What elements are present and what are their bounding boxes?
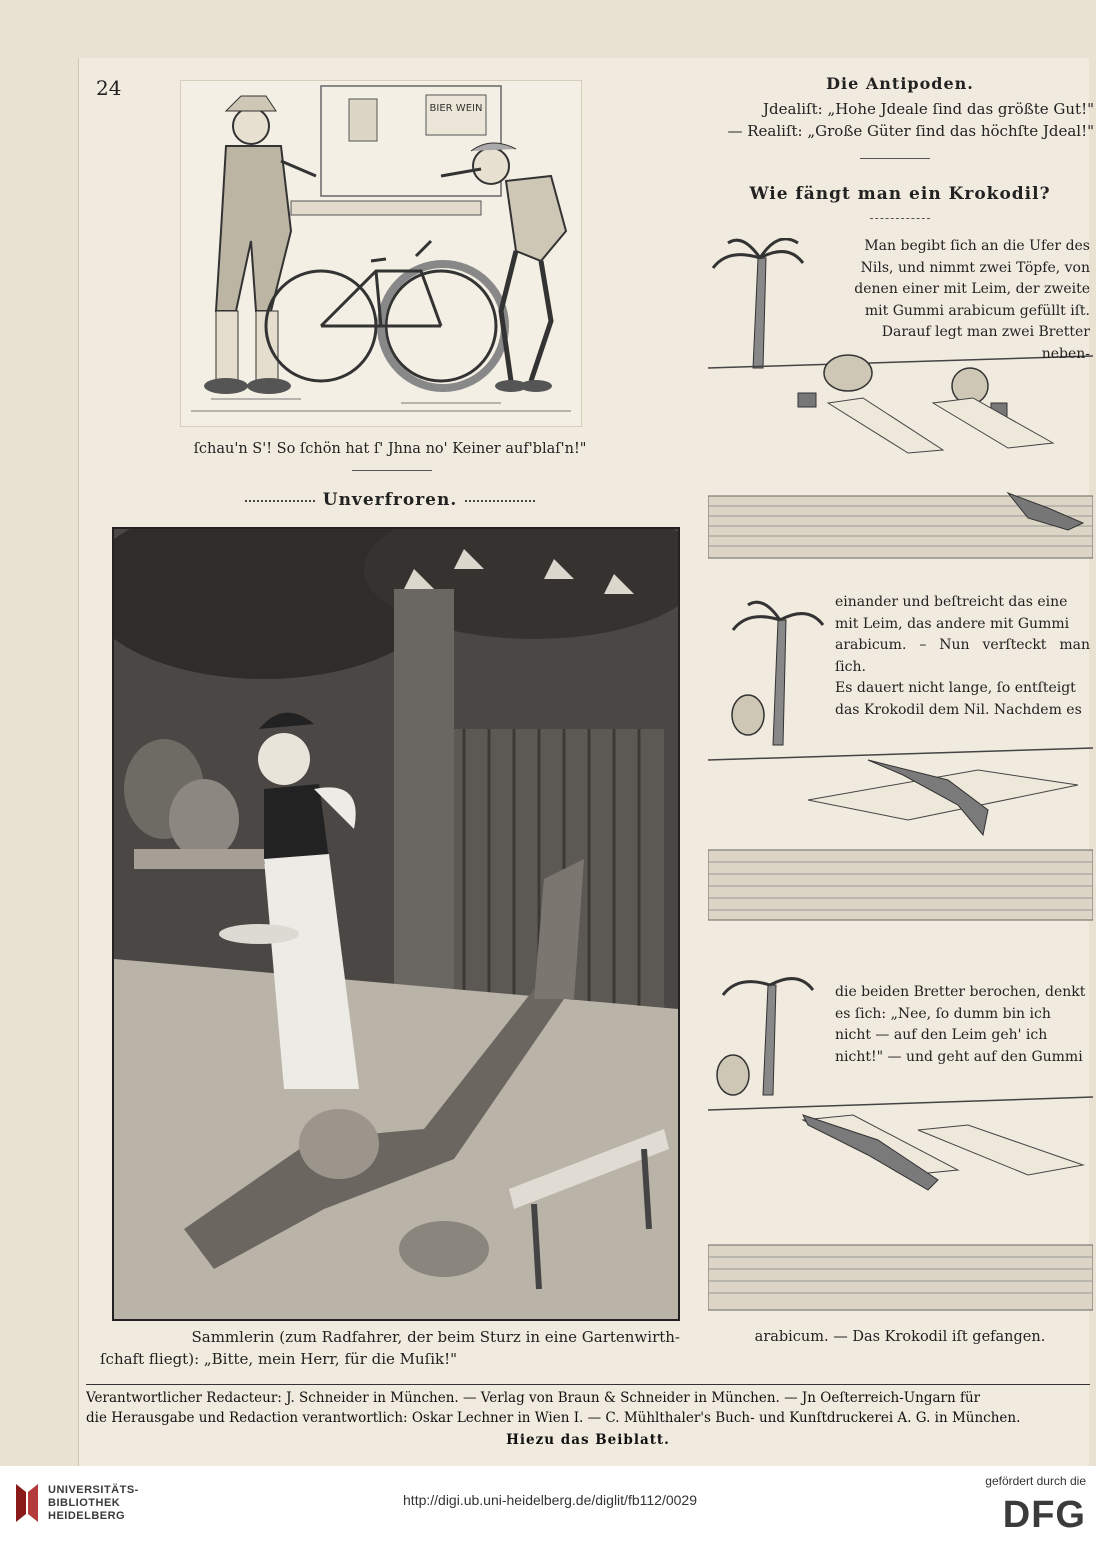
text-line: es ſich: „Nee, ſo dumm bin ich — [835, 1005, 1051, 1022]
beer-garden-illustration — [112, 527, 680, 1321]
library-name-line: BIBLIOTHEK — [48, 1497, 121, 1509]
sponsor-note: gefördert durch die — [985, 1474, 1086, 1488]
bier-wein-sign: BIER WEIN — [429, 103, 483, 114]
library-name-line: HEIDELBERG — [48, 1510, 126, 1522]
title-ornament-right — [465, 500, 535, 503]
viewer-footer-bar — [0, 1466, 1096, 1545]
permalink-url[interactable]: http://digi.ub.uni-heidelberg.de/diglit/fb112/0029 — [403, 1492, 697, 1508]
antipoden-line1: Jdealiſt: „Hohe Jdeale ſind das größte Gut!" — [763, 100, 1094, 118]
text-line: Nils, und nimmt zwei Töpfe, von — [860, 259, 1090, 276]
title-ornament — [870, 210, 930, 219]
text-line: denen einer mit Leim, der zweite — [854, 281, 1090, 297]
cyclist-cartoon-illustration — [180, 80, 582, 427]
unverfroren-caption-line2: ſchaft fliegt): „Bitte, mein Herr, für die Muſik!" — [100, 1350, 458, 1368]
text-line: nicht!" — und geht auf den Gummi — [835, 1048, 1083, 1065]
krokodil-paragraph-3 — [835, 982, 1090, 1068]
dfg-logo: DFG — [1002, 1494, 1086, 1536]
library-name-line: UNIVERSITÄTS- — [48, 1484, 139, 1496]
library-logo-mark — [14, 1482, 40, 1524]
text-line: arabicum. – Nun verſteckt man ſich. — [835, 637, 1090, 675]
beer-garden-drawing — [114, 529, 678, 1319]
unverfroren-title: Unverfroren. — [322, 490, 458, 510]
footer-rule — [86, 1384, 1090, 1385]
krokodil-final-line: arabicum. — Das Krokodil iſt gefangen. — [754, 1329, 1046, 1345]
text-line: mit Gummi arabicum gefüllt iſt. — [864, 302, 1090, 319]
library-logo-icon — [14, 1482, 40, 1524]
text-line: das Krokodil dem Nil. Nachdem es — [835, 701, 1082, 718]
antipoden-title: Die Antipoden. — [826, 74, 974, 93]
divider — [352, 470, 432, 471]
unverfroren-caption-line1: Sammlerin (zum Radfahrer, der beim Sturz in eine Gartenwirth- — [191, 1328, 680, 1346]
page-number: 24 — [96, 76, 122, 100]
krokodil-paragraph-2 — [835, 592, 1090, 721]
text-line: die beiden Bretter berochen, denkt — [835, 984, 1086, 1000]
text-line: einander und beſtreicht das eine — [835, 594, 1068, 610]
text-line: Darauf legt man zwei Bretter neben- — [881, 324, 1090, 362]
library-name — [48, 1484, 139, 1523]
cyclist-cartoon-caption: ſchau'n S'! So ſchön hat ſ' Jhna no' Keiner auf'blaſ'n!" — [193, 441, 587, 457]
cyclist-cartoon-drawing — [181, 81, 581, 426]
title-ornament-left — [245, 500, 315, 503]
text-line: Es dauert nicht lange, ſo entſteigt — [835, 680, 1076, 696]
krokodil-title: Wie fängt man ein Krokodil? — [749, 184, 1051, 204]
divider — [860, 158, 930, 159]
text-line: nicht — auf den Leim geh' ich — [835, 1027, 1048, 1043]
krokodil-paragraph-1 — [835, 236, 1090, 365]
footer-line-3: Hiezu das Beiblatt. — [506, 1432, 670, 1448]
footer-line-1: Verantwortlicher Redacteur: J. Schneider in München. — Verlag von Braun & Schneider in München. — Jn Oeſterreich-Ungarn für — [86, 1390, 981, 1406]
footer-line-2: die Herausgabe und Redaction verantwortlich: Oskar Lechner in Wien I. — C. Mühlthaler's Buch- und Kunſtdruckerei A. G. in München. — [86, 1410, 1021, 1426]
text-line: Man begibt ſich an die Ufer des — [864, 238, 1090, 254]
text-line: mit Leim, das andere mit Gummi — [835, 615, 1070, 632]
antipoden-line2: — Realiſt: „Große Güter ſind das höchſte Jdeal!" — [727, 122, 1094, 140]
